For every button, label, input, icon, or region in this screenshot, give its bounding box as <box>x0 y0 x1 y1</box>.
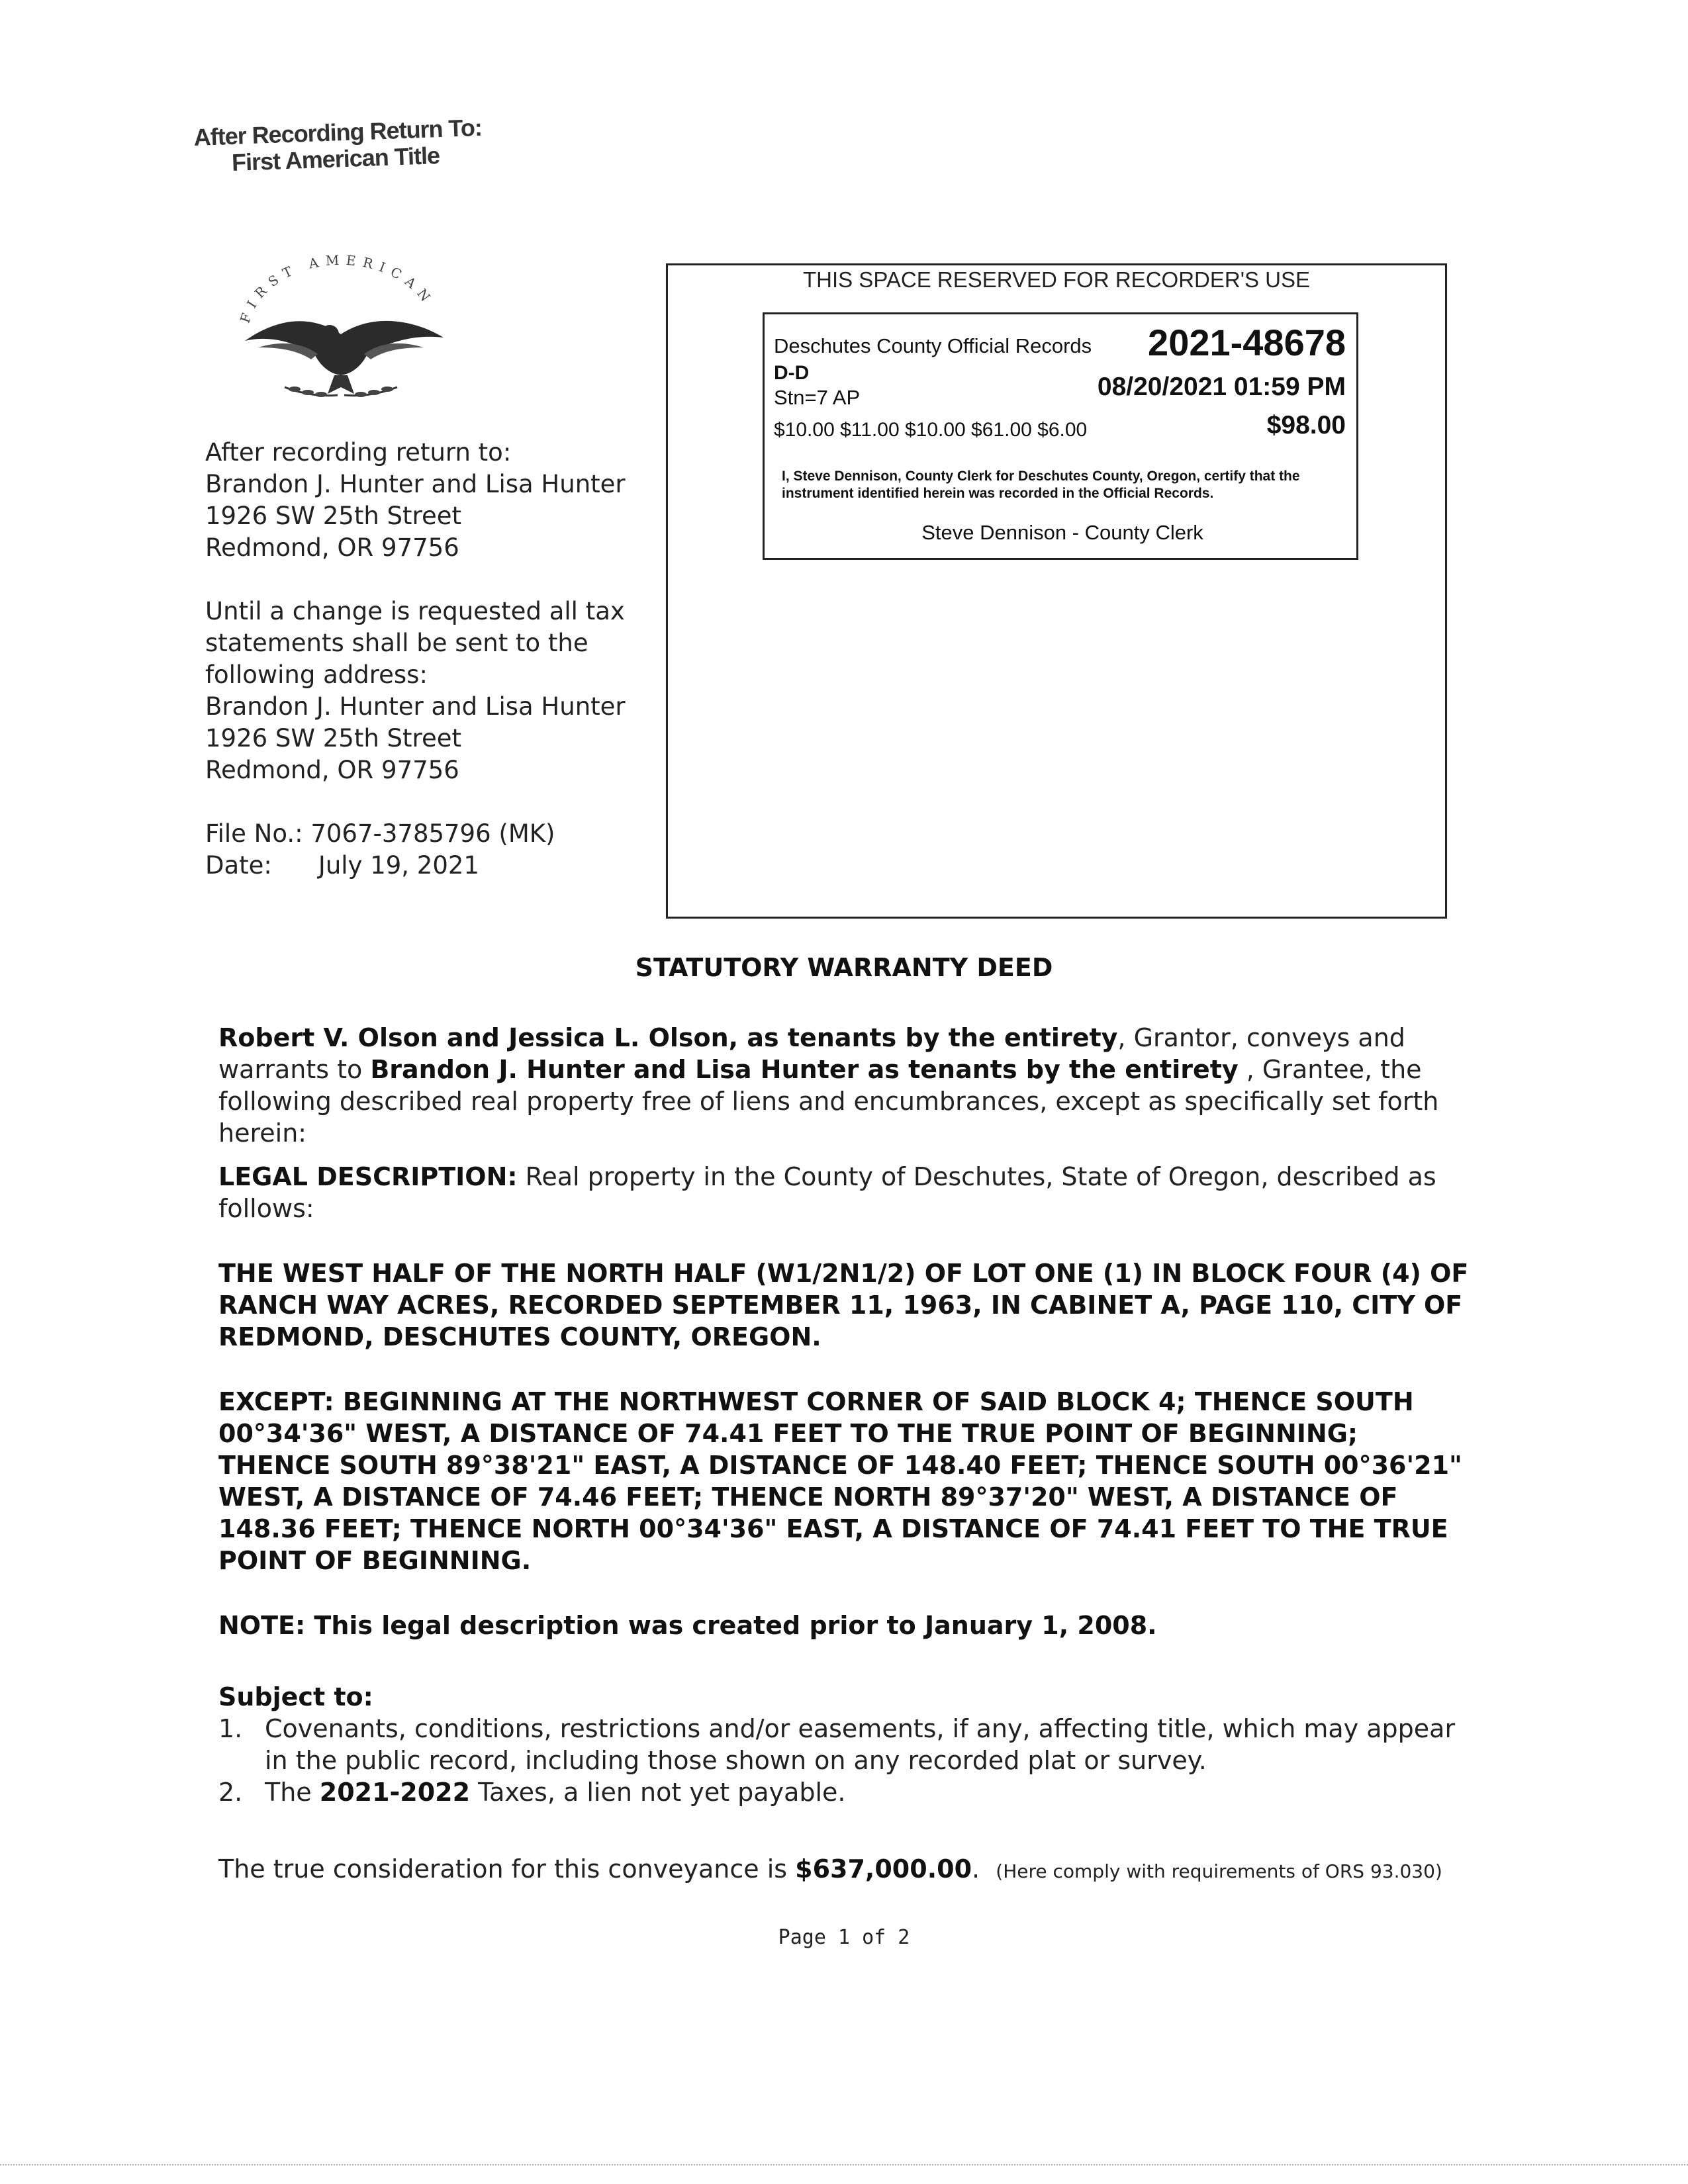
logo-arc-text: FIRST AMERICAN <box>236 255 438 326</box>
file-number: 7067-3785796 (MK) <box>310 819 555 848</box>
date-label: Date: <box>205 851 272 880</box>
tax-line-2: statements shall be sent to the <box>205 629 588 657</box>
return-street: 1926 SW 25th Street <box>205 502 461 530</box>
list-item <box>218 1713 1476 1776</box>
return-city: Redmond, OR 97756 <box>205 533 459 562</box>
consideration-text: The true consideration for this conveyance is <box>218 1854 796 1884</box>
legal-description-text: THE WEST HALF OF THE NORTH HALF (W1/2N1/2) OF LOT ONE (1) IN BLOCK FOUR (4) OF RANCH WAY ACRES, RECORDED SEPTEMBER 11, 1963, IN CABINET A, PAGE 110, CITY OF REDMOND, DESCHUTES COUNTY, OREGON. <box>218 1259 1469 1351</box>
legal-intro-text: Real property in the County of Deschutes, State of Oregon, described as follows: <box>218 1162 1436 1223</box>
deed-title: STATUTORY WARRANTY DEED <box>635 953 1053 982</box>
item-text: Covenants, conditions, restrictions and/or easements, if any, affecting title, which may appear in the public record, including those shown on any recorded plat or survey. <box>265 1714 1456 1775</box>
tax-street: 1926 SW 25th Street <box>205 724 461 752</box>
first-american-eagle-logo <box>218 255 463 407</box>
svg-text:FIRST AMERICAN <box>237 255 438 325</box>
tax-line-1: Until a change is requested all tax <box>205 597 625 625</box>
subject-to-section <box>218 1681 1476 1808</box>
page-number: Page 1 of 2 <box>778 1926 910 1949</box>
date-line <box>205 850 655 882</box>
consideration-note: (Here comply with requirements of ORS 93.030) <box>996 1860 1442 1882</box>
stamp-line-2: First American Title <box>231 142 440 176</box>
tax-city: Redmond, OR 97756 <box>205 756 459 784</box>
conveyance-paragraph <box>218 1022 1476 1149</box>
record-number: 2021-48678 <box>1148 322 1346 363</box>
document-type: D-D <box>774 362 810 384</box>
recording-label <box>763 312 1358 560</box>
item-text-post: Taxes, a lien not yet payable. <box>470 1778 846 1807</box>
subject-heading: Subject to: <box>218 1682 373 1711</box>
legal-note: NOTE: This legal description was created prior to January 1, 2008. <box>218 1611 1157 1640</box>
fee-total: $98.00 <box>1266 411 1346 439</box>
grantee-name: Brandon J. Hunter and Lisa Hunter as tenants by the entirety <box>370 1055 1239 1084</box>
county-records: Deschutes County Official Records <box>774 334 1092 357</box>
legal-label: LEGAL DESCRIPTION: <box>218 1162 518 1191</box>
file-number-line <box>205 818 655 850</box>
clerk-signature: Steve Dennison - County Clerk <box>921 521 1203 544</box>
return-heading: After recording return to: <box>205 438 512 467</box>
file-label: File No.: <box>205 819 303 848</box>
consideration-line: The true consideration for this conveyance is $637,000.00. (Here comply with requirements of ORS 93.030) <box>218 1854 1442 1884</box>
clerk-certification: I, Steve Dennison, County Clerk for Deschutes County, Oregon, certify that the instrument identified herein was recorded in the Official Records. <box>782 469 1300 501</box>
scan-edge-line <box>0 2164 1688 2165</box>
stamp-line-1: After Recording Return To: <box>193 113 483 151</box>
grantor-name: Robert V. Olson and Jessica L. Olson, as tenants by the entirety <box>218 1023 1118 1052</box>
recording-datetime: 08/20/2021 01:59 PM <box>1097 373 1346 401</box>
return-to-stamp <box>193 114 483 177</box>
list-item <box>218 1776 1476 1808</box>
item-text-pre: The <box>265 1778 320 1807</box>
address-block <box>205 437 655 882</box>
return-name: Brandon J. Hunter and Lisa Hunter <box>205 470 626 498</box>
item-number: 2. <box>218 1778 243 1807</box>
grantor-suffix: , Grantor, conveys and warrants to <box>218 1023 1405 1084</box>
station: Stn=7 AP <box>774 386 861 409</box>
subject-list <box>218 1713 1476 1808</box>
item-number: 1. <box>218 1714 243 1743</box>
consideration-amount: $637,000.00 <box>795 1854 972 1884</box>
tax-years: 2021-2022 <box>319 1778 471 1807</box>
grantee-suffix: , Grantee, the following described real property free of liens and encumbrances, except as specifically set forth herein: <box>218 1055 1439 1148</box>
date-value: July 19, 2021 <box>318 851 479 880</box>
tax-name: Brandon J. Hunter and Lisa Hunter <box>205 692 626 721</box>
tax-line-3: following address: <box>205 660 428 689</box>
recorder-header: THIS SPACE RESERVED FOR RECORDER'S USE <box>802 267 1311 292</box>
except-clause: EXCEPT: BEGINNING AT THE NORTHWEST CORNER OF SAID BLOCK 4; THENCE SOUTH 00°34'36" WEST, A DISTANCE OF 74.41 FEET TO THE TRUE POINT OF BEGINNING; THENCE SOUTH 89°38'21" EAST, A DISTANCE OF 148.40 FEET; THENCE SOUTH 00°36'21" WEST, A DISTANCE OF 74.46 FEET; THENCE NORTH 89°37'20" WEST, A DISTANCE OF 148.36 FEET; THENCE NORTH 00°34'36" EAST, A DISTANCE OF 74.41 FEET TO THE TRUE POINT OF BEGINNING. <box>218 1387 1462 1575</box>
fee-list: $10.00 $11.00 $10.00 $61.00 $6.00 <box>774 419 1088 441</box>
legal-description-intro <box>218 1161 1476 1224</box>
